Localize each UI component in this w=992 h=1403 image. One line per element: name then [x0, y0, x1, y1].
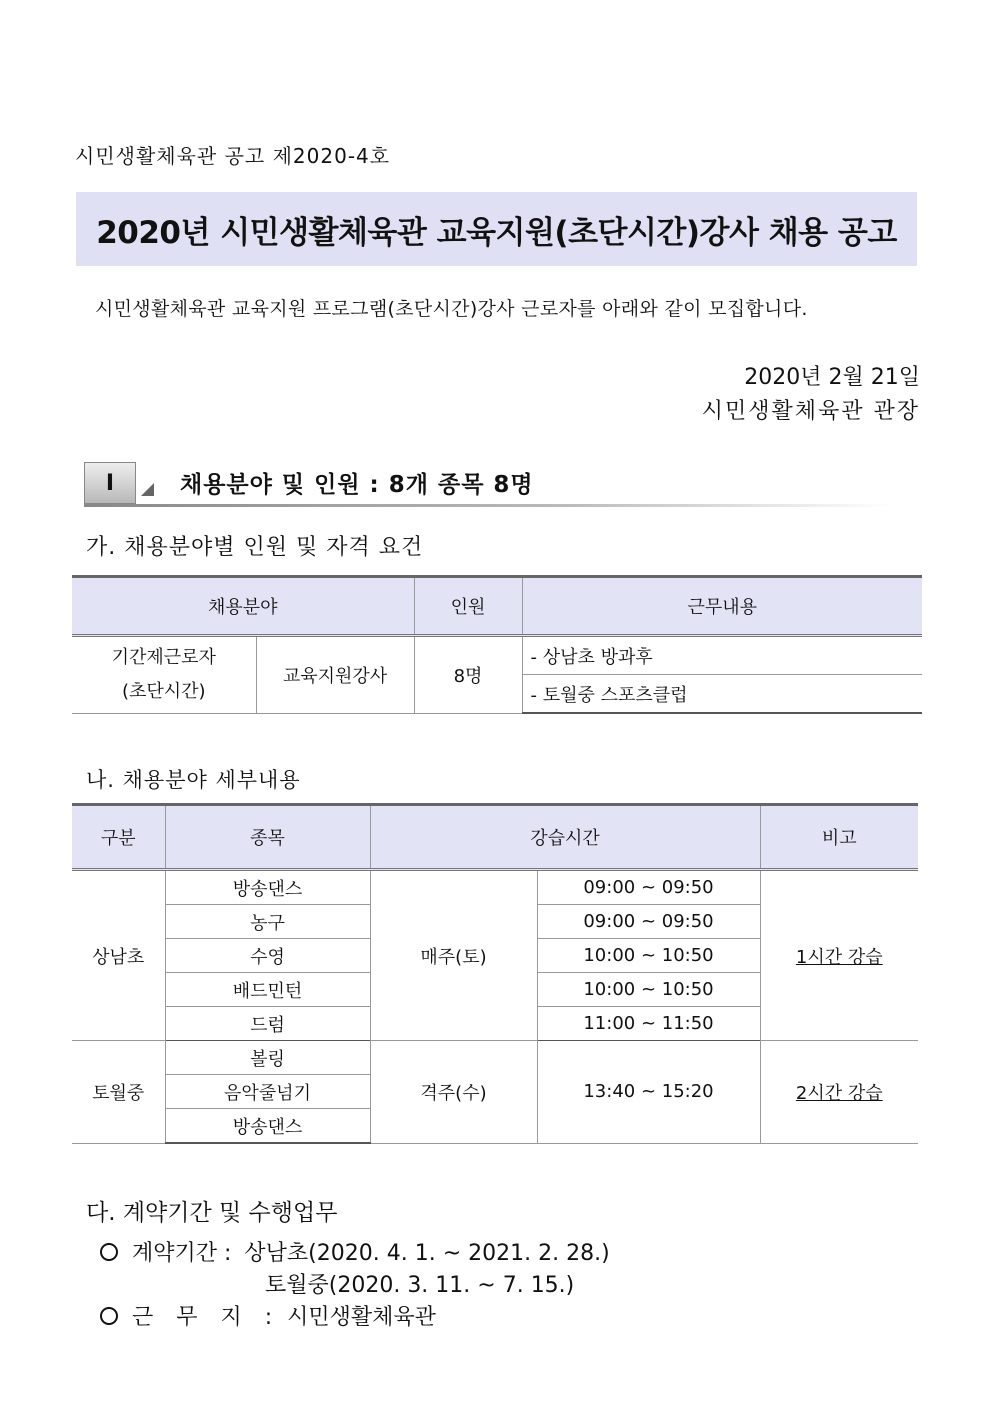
contract-line2: 토월중(2020. 3. 11. ~ 7. 15.) — [265, 1273, 575, 1298]
employment-type — [72, 636, 256, 714]
sport-name: 음악줄넘기 — [165, 1075, 370, 1109]
sport-name: 방송댄스 — [165, 1109, 370, 1144]
sport-name: 볼링 — [165, 1041, 370, 1075]
sport-name: 배드민턴 — [165, 973, 370, 1007]
employment-type-line1: 기간제근로자 — [111, 646, 216, 668]
contract-label: 계약기간 : — [132, 1241, 232, 1266]
intro-text: 시민생활체육관 교육지원 프로그램(초단시간)강사 근로자를 아래와 같이 모집합니다. — [95, 298, 808, 320]
school-name: 상남초 — [72, 870, 165, 1041]
section-title: 채용분야 및 인원 : 8개 종목 8명 — [180, 472, 534, 498]
schedule: 매주(토) — [370, 870, 537, 1041]
contract-line1: 상남초(2020. 4. 1. ~ 2021. 2. 28.) — [244, 1241, 610, 1266]
issuer: 시민생활체육관 관장 — [701, 399, 920, 424]
note: 1시간 강습 — [760, 870, 918, 1041]
header-duty: 근무내용 — [522, 577, 922, 636]
detail-table — [72, 803, 918, 1144]
note: 2시간 강습 — [760, 1041, 918, 1144]
employment-type-line2: (초단시간) — [121, 680, 206, 702]
table-header-row — [72, 577, 922, 636]
header-field: 채용분야 — [72, 577, 414, 636]
notice-date: 2020년 2월 21일 — [744, 365, 920, 390]
subsection-heading-a: 가. 채용분야별 인원 및 자격 요건 — [86, 535, 424, 560]
class-time: 11:00 ~ 11:50 — [537, 1007, 760, 1041]
sport-name: 농구 — [165, 905, 370, 939]
subsection-heading-b: 나. 채용분야 세부내용 — [86, 768, 301, 792]
table-header-row — [72, 805, 918, 870]
notice-number: 시민생활체육관 공고 제2020-4호 — [75, 144, 391, 168]
circle-bullet-icon — [100, 1307, 118, 1325]
workplace-name: 시민생활체육관 — [287, 1305, 436, 1330]
recruitment-table — [72, 575, 922, 714]
header-note: 비고 — [760, 805, 918, 870]
header-sport: 종목 — [165, 805, 370, 870]
header-count: 인원 — [414, 577, 522, 636]
section-number: I — [84, 462, 136, 504]
sport-name: 드럼 — [165, 1007, 370, 1041]
school-name: 토월중 — [72, 1041, 165, 1144]
circle-bullet-icon — [100, 1243, 118, 1261]
table-row — [72, 1041, 918, 1075]
class-time: 09:00 ~ 09:50 — [537, 870, 760, 905]
section-divider — [84, 504, 894, 507]
role: 교육지원강사 — [256, 636, 414, 714]
subsection-heading-c: 다. 계약기간 및 수행업무 — [86, 1200, 338, 1226]
table-row — [72, 636, 922, 675]
schedule: 격주(수) — [370, 1041, 537, 1144]
headcount: 8명 — [414, 636, 522, 714]
page-title: 2020년 시민생활체육관 교육지원(초단시간)강사 채용 공고 — [96, 214, 897, 251]
class-time: 13:40 ~ 15:20 — [537, 1041, 760, 1144]
duty-item: - 상남초 방과후 — [522, 636, 922, 675]
sport-name: 방송댄스 — [165, 870, 370, 905]
class-time: 10:00 ~ 10:50 — [537, 939, 760, 973]
workplace-label: 근 무 지 : — [132, 1305, 281, 1330]
contract-period — [100, 1236, 610, 1267]
header-time: 강습시간 — [370, 805, 760, 870]
sport-name: 수영 — [165, 939, 370, 973]
title-banner — [76, 192, 917, 266]
class-time: 09:00 ~ 09:50 — [537, 905, 760, 939]
triangle-arrow-icon — [141, 483, 154, 496]
workplace — [100, 1300, 436, 1331]
class-time: 10:00 ~ 10:50 — [537, 973, 760, 1007]
table-row — [72, 870, 918, 905]
section-banner — [84, 462, 894, 508]
duty-item: - 토월중 스포츠클럽 — [522, 675, 922, 714]
header-category: 구분 — [72, 805, 165, 870]
